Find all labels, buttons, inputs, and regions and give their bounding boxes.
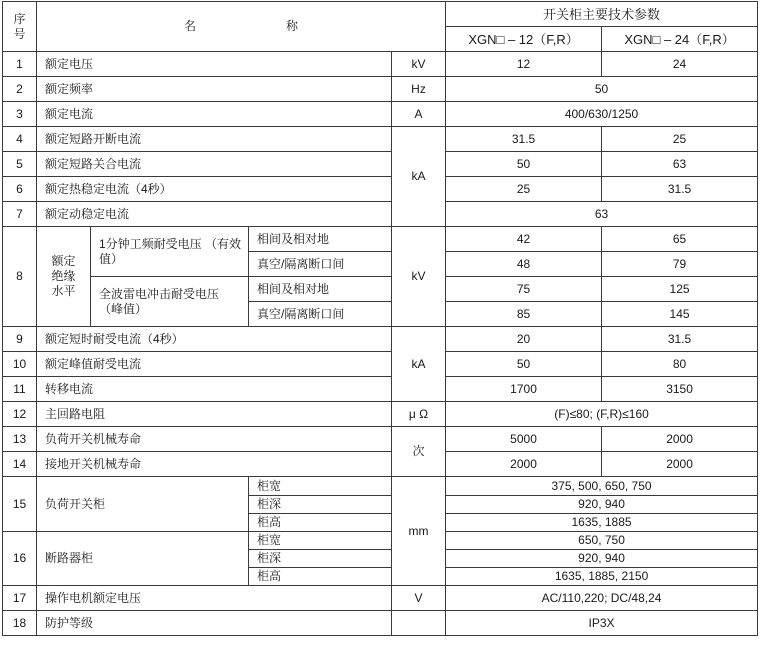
value-12kv: 20 bbox=[446, 327, 602, 352]
value-24kv: 24 bbox=[602, 52, 758, 77]
value-shared: 650, 750 bbox=[446, 532, 758, 550]
table-row bbox=[3, 452, 758, 477]
row-number: 2 bbox=[3, 77, 37, 102]
row-unit: Hz bbox=[392, 77, 446, 102]
value-24kv: 25 bbox=[602, 127, 758, 152]
cabinet-depth-label: 柜深 bbox=[249, 550, 392, 568]
cabinet-height-label: 柜高 bbox=[249, 514, 392, 532]
row-name: 接地开关机械寿命 bbox=[37, 452, 392, 477]
value-shared: 50 bbox=[446, 77, 758, 102]
value-24kv: 3150 bbox=[602, 377, 758, 402]
table-row bbox=[3, 127, 758, 152]
table-row bbox=[3, 611, 758, 636]
row-name: 额定短路关合电流 bbox=[37, 152, 392, 177]
table-row bbox=[3, 227, 758, 252]
header-params-title: 开关柜主要技术参数 bbox=[446, 2, 758, 27]
row-number: 8 bbox=[3, 227, 37, 327]
row-unit: kV bbox=[392, 227, 446, 327]
value-12kv: 42 bbox=[446, 227, 602, 252]
insulation-group-label: 额定 绝缘 水平 bbox=[37, 227, 91, 327]
table-row bbox=[3, 177, 758, 202]
value-12kv: 5000 bbox=[446, 427, 602, 452]
row-unit: kV bbox=[392, 52, 446, 77]
isolating-gap-label: 真空/隔离断口间 bbox=[249, 252, 392, 277]
value-24kv: 125 bbox=[602, 277, 758, 302]
phase-to-ground-label: 相间及相对地 bbox=[249, 277, 392, 302]
row-name: 防护等级 bbox=[37, 611, 392, 636]
row-name: 额定热稳定电流（4秒） bbox=[37, 177, 392, 202]
table-row bbox=[3, 427, 758, 452]
row-unit: kA bbox=[392, 327, 446, 402]
row-name: 额定动稳定电流 bbox=[37, 202, 392, 227]
value-shared: (F)≤80; (F,R)≤160 bbox=[446, 402, 758, 427]
table-row bbox=[3, 586, 758, 611]
power-frequency-label: 1分钟工频耐受电压 （有效值） bbox=[91, 227, 249, 277]
value-24kv: 145 bbox=[602, 302, 758, 327]
row-number: 4 bbox=[3, 127, 37, 152]
cabinet-height-label: 柜高 bbox=[249, 568, 392, 586]
cabinet-width-label: 柜宽 bbox=[249, 477, 392, 496]
row-number: 17 bbox=[3, 586, 37, 611]
value-shared: IP3X bbox=[446, 611, 758, 636]
value-12kv: 12 bbox=[446, 52, 602, 77]
row-number: 6 bbox=[3, 177, 37, 202]
value-24kv: 2000 bbox=[602, 427, 758, 452]
value-24kv: 31.5 bbox=[602, 177, 758, 202]
value-24kv: 79 bbox=[602, 252, 758, 277]
value-shared: 63 bbox=[446, 202, 758, 227]
value-12kv: 50 bbox=[446, 152, 602, 177]
value-24kv: 31.5 bbox=[602, 327, 758, 352]
row-name: 额定峰值耐受电流 bbox=[37, 352, 392, 377]
row-name: 额定电压 bbox=[37, 52, 392, 77]
value-12kv: 1700 bbox=[446, 377, 602, 402]
row-name: 负荷开关柜 bbox=[37, 477, 249, 532]
table-row bbox=[3, 477, 758, 496]
row-number: 16 bbox=[3, 532, 37, 586]
value-shared: 1635, 1885 bbox=[446, 514, 758, 532]
value-shared: 920, 940 bbox=[446, 550, 758, 568]
value-24kv: 2000 bbox=[602, 452, 758, 477]
value-12kv: 31.5 bbox=[446, 127, 602, 152]
header-name: 名 称 bbox=[37, 2, 446, 52]
row-name: 额定电流 bbox=[37, 102, 392, 127]
value-12kv: 2000 bbox=[446, 452, 602, 477]
row-name: 额定频率 bbox=[37, 77, 392, 102]
value-24kv: 63 bbox=[602, 152, 758, 177]
row-number: 11 bbox=[3, 377, 37, 402]
row-name: 负荷开关机械寿命 bbox=[37, 427, 392, 452]
table-row bbox=[3, 202, 758, 227]
value-12kv: 85 bbox=[446, 302, 602, 327]
row-number: 9 bbox=[3, 327, 37, 352]
row-number: 10 bbox=[3, 352, 37, 377]
row-number: 1 bbox=[3, 52, 37, 77]
value-shared: 1635, 1885, 2150 bbox=[446, 568, 758, 586]
row-number: 15 bbox=[3, 477, 37, 532]
lightning-impulse-label: 全波雷电冲击耐受电压 （峰值） bbox=[91, 277, 249, 327]
header-seq: 序 号 bbox=[3, 2, 37, 52]
table-row bbox=[3, 532, 758, 550]
value-12kv: 25 bbox=[446, 177, 602, 202]
row-unit: A bbox=[392, 102, 446, 127]
row-unit: kA bbox=[392, 127, 446, 227]
row-name: 转移电流 bbox=[37, 377, 392, 402]
row-unit: 次 bbox=[392, 427, 446, 477]
row-unit: mm bbox=[392, 477, 446, 586]
row-unit: V bbox=[392, 586, 446, 611]
row-number: 12 bbox=[3, 402, 37, 427]
table-row bbox=[3, 327, 758, 352]
value-shared: 920, 940 bbox=[446, 496, 758, 514]
row-number: 13 bbox=[3, 427, 37, 452]
row-number: 14 bbox=[3, 452, 37, 477]
cabinet-depth-label: 柜深 bbox=[249, 496, 392, 514]
row-name: 额定短时耐受电流（4秒） bbox=[37, 327, 392, 352]
value-24kv: 80 bbox=[602, 352, 758, 377]
row-number: 5 bbox=[3, 152, 37, 177]
cabinet-width-label: 柜宽 bbox=[249, 532, 392, 550]
table-row bbox=[3, 77, 758, 102]
value-12kv: 48 bbox=[446, 252, 602, 277]
row-name: 主回路电阻 bbox=[37, 402, 392, 427]
table-row bbox=[3, 277, 758, 302]
value-12kv: 75 bbox=[446, 277, 602, 302]
header-row bbox=[3, 2, 758, 27]
value-shared: 400/630/1250 bbox=[446, 102, 758, 127]
row-name: 断路器柜 bbox=[37, 532, 249, 586]
row-number: 18 bbox=[3, 611, 37, 636]
technical-parameters-table bbox=[2, 1, 758, 636]
value-12kv: 50 bbox=[446, 352, 602, 377]
table-row bbox=[3, 52, 758, 77]
row-name: 额定短路开断电流 bbox=[37, 127, 392, 152]
row-unit: μ Ω bbox=[392, 402, 446, 427]
table-row bbox=[3, 352, 758, 377]
table-row bbox=[3, 102, 758, 127]
value-shared: 375, 500, 650, 750 bbox=[446, 477, 758, 496]
row-number: 3 bbox=[3, 102, 37, 127]
row-name: 操作电机额定电压 bbox=[37, 586, 392, 611]
row-unit bbox=[392, 611, 446, 636]
row-number: 7 bbox=[3, 202, 37, 227]
table-row bbox=[3, 402, 758, 427]
value-24kv: 65 bbox=[602, 227, 758, 252]
value-shared: AC/110,220; DC/48,24 bbox=[446, 586, 758, 611]
isolating-gap-label: 真空/隔离断口间 bbox=[249, 302, 392, 327]
phase-to-ground-label: 相间及相对地 bbox=[249, 227, 392, 252]
table-row bbox=[3, 152, 758, 177]
header-model-24: XGN□ – 24（F,R） bbox=[602, 27, 758, 52]
header-model-12: XGN□ – 12（F,R） bbox=[446, 27, 602, 52]
table-row bbox=[3, 377, 758, 402]
